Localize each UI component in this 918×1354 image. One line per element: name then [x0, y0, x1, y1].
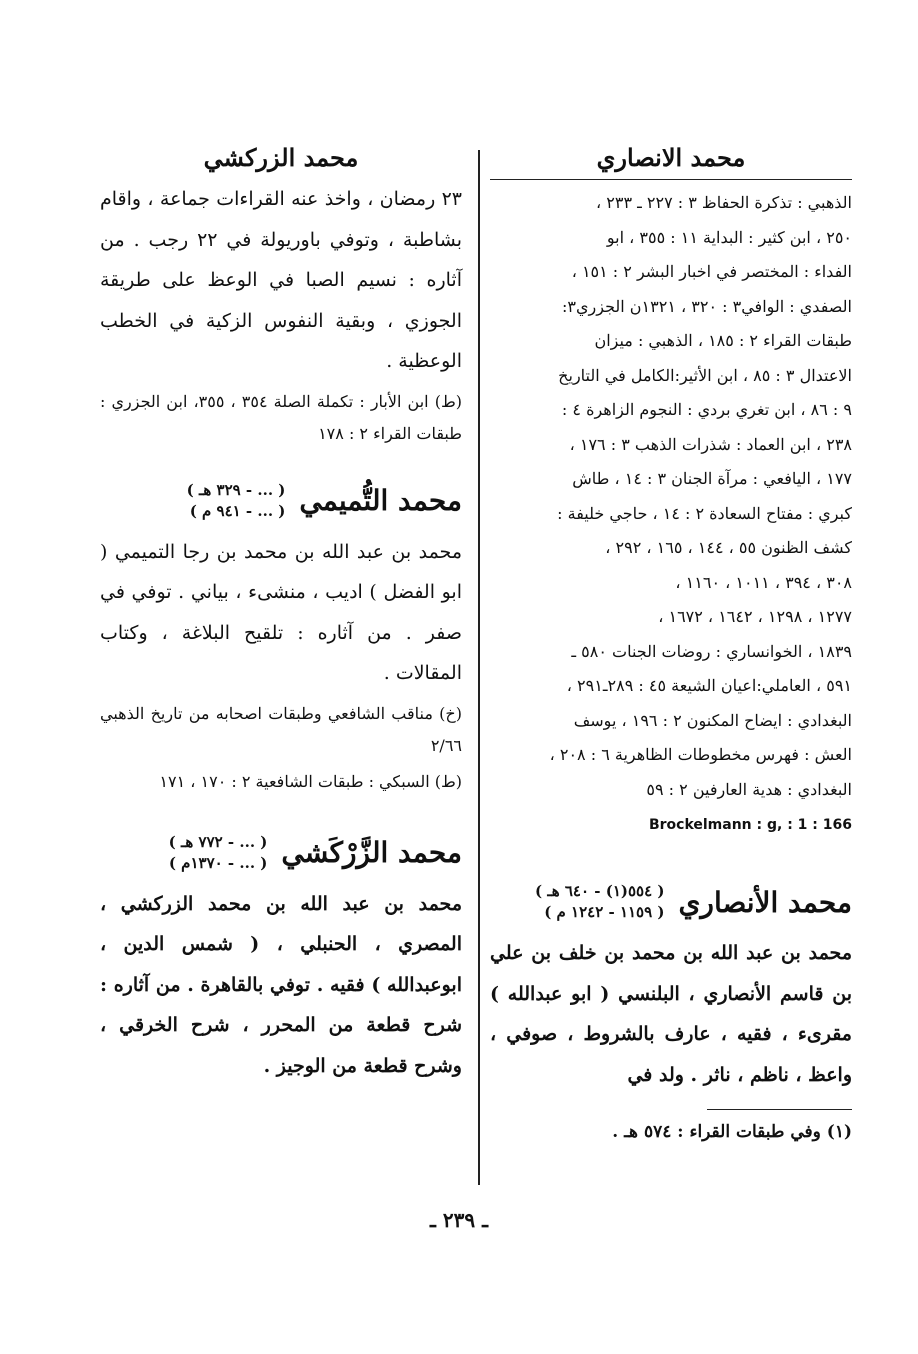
continued-body: ٢٣ رمضان ، واخذ عنه القراءات جماعة ، واقام بشاطبة ، وتوفي باوريولة في ٢٢ رجب . من آثاره : نسيم الصبا في الوعظ على طريقة الجوزي ، وبقية النفوس الزكية في الخطب الوعظية .: [100, 188, 462, 372]
entry-dates: [187, 480, 286, 522]
entry-ref: (خ) مناقب الشافعي وطبقات اصحابه من تاريخ الذهبي ٢/٦٦: [100, 703, 462, 755]
entry-header-zarkashi: [100, 832, 462, 874]
footnote-rule: [707, 1109, 852, 1110]
ref-line: العش : فهرس مخطوطات الظاهرية ٦ : ٢٠٨ ،: [549, 745, 852, 764]
column-divider: [478, 150, 480, 1185]
ref-line: الاعتدال ٣ : ٨٥ ، ابن الأثير:الكامل في التاريخ: [558, 365, 852, 385]
entry-ref: (ط) السبكي : طبقات الشافعية ٢ : ١٧٠ ، ١٧١: [159, 771, 462, 791]
left-column: [100, 137, 462, 1086]
entry-body: محمد بن عبد الله بن محمد الزركشي ، المصري ، الحنبلي ، ( شمس الدين ، ابوعبدالله ) فقيه . توفي بالقاهرة . من آثاره : شرح قطعة من المحرر ، شرح الخرقي ، وشرح قطعة من الوجيز .: [100, 892, 462, 1077]
ref-line: الذهبي : تذكرة الحفاظ ٣ : ٢٢٧ ـ ٢٣٣ ،: [596, 193, 852, 212]
page-number: ـ ٢٣٩ ـ: [430, 1208, 488, 1232]
entry-header-tamimi: [100, 480, 462, 522]
continued-ref: (ط) ابن الأبار : تكملة الصلة ٣٥٤ ، ٣٥٥، ابن الجزري : طبقات القراء ٢ : ١٧٨: [100, 391, 463, 443]
right-head-rule: [490, 179, 852, 180]
ref-line: ٥٩١ ، العاملي:اعيان الشيعة ٤٥ : ٢٨٩ـ٢٩١ ،: [566, 676, 852, 695]
right-running-head: محمد الانصاري: [596, 143, 746, 172]
dates-hijri: ( ... - ٧٧٢ هـ ): [168, 832, 268, 851]
ref-line: ١٢٧٧ ، ١٢٩٨ ، ١٦٤٢ ، ١٦٧٢ ،: [658, 607, 852, 626]
latin-reference: Brockelmann : g, : 1 : 166: [648, 817, 852, 833]
dates-ad: ( ١١٥٩ - ١٢٤٢ م ): [544, 903, 665, 921]
ref-line: كشف الظنون ٥٥ ، ١٤٤ ، ١٦٥ ، ٢٩٢ ،: [605, 538, 852, 557]
entry-name: محمد الزَّرْكَشي: [281, 836, 462, 869]
ref-line: الفداء : المختصر في اخبار البشر ٢ : ١٥١ ،: [571, 262, 852, 281]
ref-line: الصفدي : الوافي٣ : ٣٢٠ ، ١٣٢١ن الجزري٣:: [562, 296, 852, 316]
right-refs-continued: [490, 186, 852, 807]
ref-line: طبقات القراء ٢ : ١٨٥ ، الذهبي : ميزان: [594, 331, 852, 350]
ref-line: ١٧٧ ، اليافعي : مرآة الجنان ٣ : ١٤ ، طاش: [572, 469, 852, 488]
ref-line: ٢٣٨ ، ابن العماد : شذرات الذهب ٣ : ١٧٦ ،: [569, 434, 852, 454]
entry-dates: [535, 881, 664, 923]
ref-line: ٢٥٠ ، ابن كثير : البداية ١١ : ٣٥٥ ، ابو: [606, 227, 852, 247]
ref-line: ٩ : ٨٦ ، ابن تغري بردي : النجوم الزاهرة ٤ :: [561, 400, 852, 419]
ref-line: البغدادي : ايضاح المكنون ٢ : ١٩٦ ، يوسف: [573, 710, 852, 730]
ref-line: ١٨٣٩ ، الخوانساري : روضات الجنات ٥٨٠ ـ: [571, 641, 852, 661]
left-running-head: محمد الزركشي: [203, 143, 359, 172]
entry-name: محمد التُّميمي: [299, 484, 462, 517]
entry-body: محمد بن عبد الله بن محمد بن رجا التميمي ( ابو الفضل ) اديب ، منشىء ، بياني . توفي في صفر . من آثاره : تلقيح البلاغة ، وكتاب المقالات .: [100, 540, 462, 684]
entry-header-ansari: [490, 881, 852, 923]
ref-line: ٣٠٨ ، ٣٩٤ ، ١٠١١ ، ١١٦٠ ،: [675, 572, 852, 592]
dates-hijri: ( ... - ٣٢٩ هـ ): [186, 480, 286, 499]
entry-body: محمد بن عبد الله بن محمد بن خلف بن علي بن قاسم الأنصاري ، البلنسي ( ابو عبدالله ) مقرىء ، فقيه ، عارف بالشروط ، صوفي ، واعظ ، ناظم ، ناثر . ولد في: [490, 942, 852, 1086]
right-column: [490, 137, 852, 1142]
ref-line: كبري : مفتاح السعادة ٢ : ١٤ ، حاجي خليفة :: [557, 503, 852, 523]
dates-ad: ( ... - ٩٤١ م ): [189, 501, 286, 520]
footnote: (١) وفي طبقات القراء : ٥٧٤ هـ .: [612, 1122, 852, 1142]
ref-line: البغدادي : هدية العارفين ٢ : ٥٩: [646, 779, 852, 799]
entry-name: محمد الأنصاري: [678, 885, 852, 919]
dates-ad: ( ... - ١٣٧٠م ): [168, 853, 268, 872]
entry-dates: [169, 832, 268, 874]
dates-hijri: ( ٥٥٤(١) - ٦٤٠ هـ ): [535, 882, 665, 900]
